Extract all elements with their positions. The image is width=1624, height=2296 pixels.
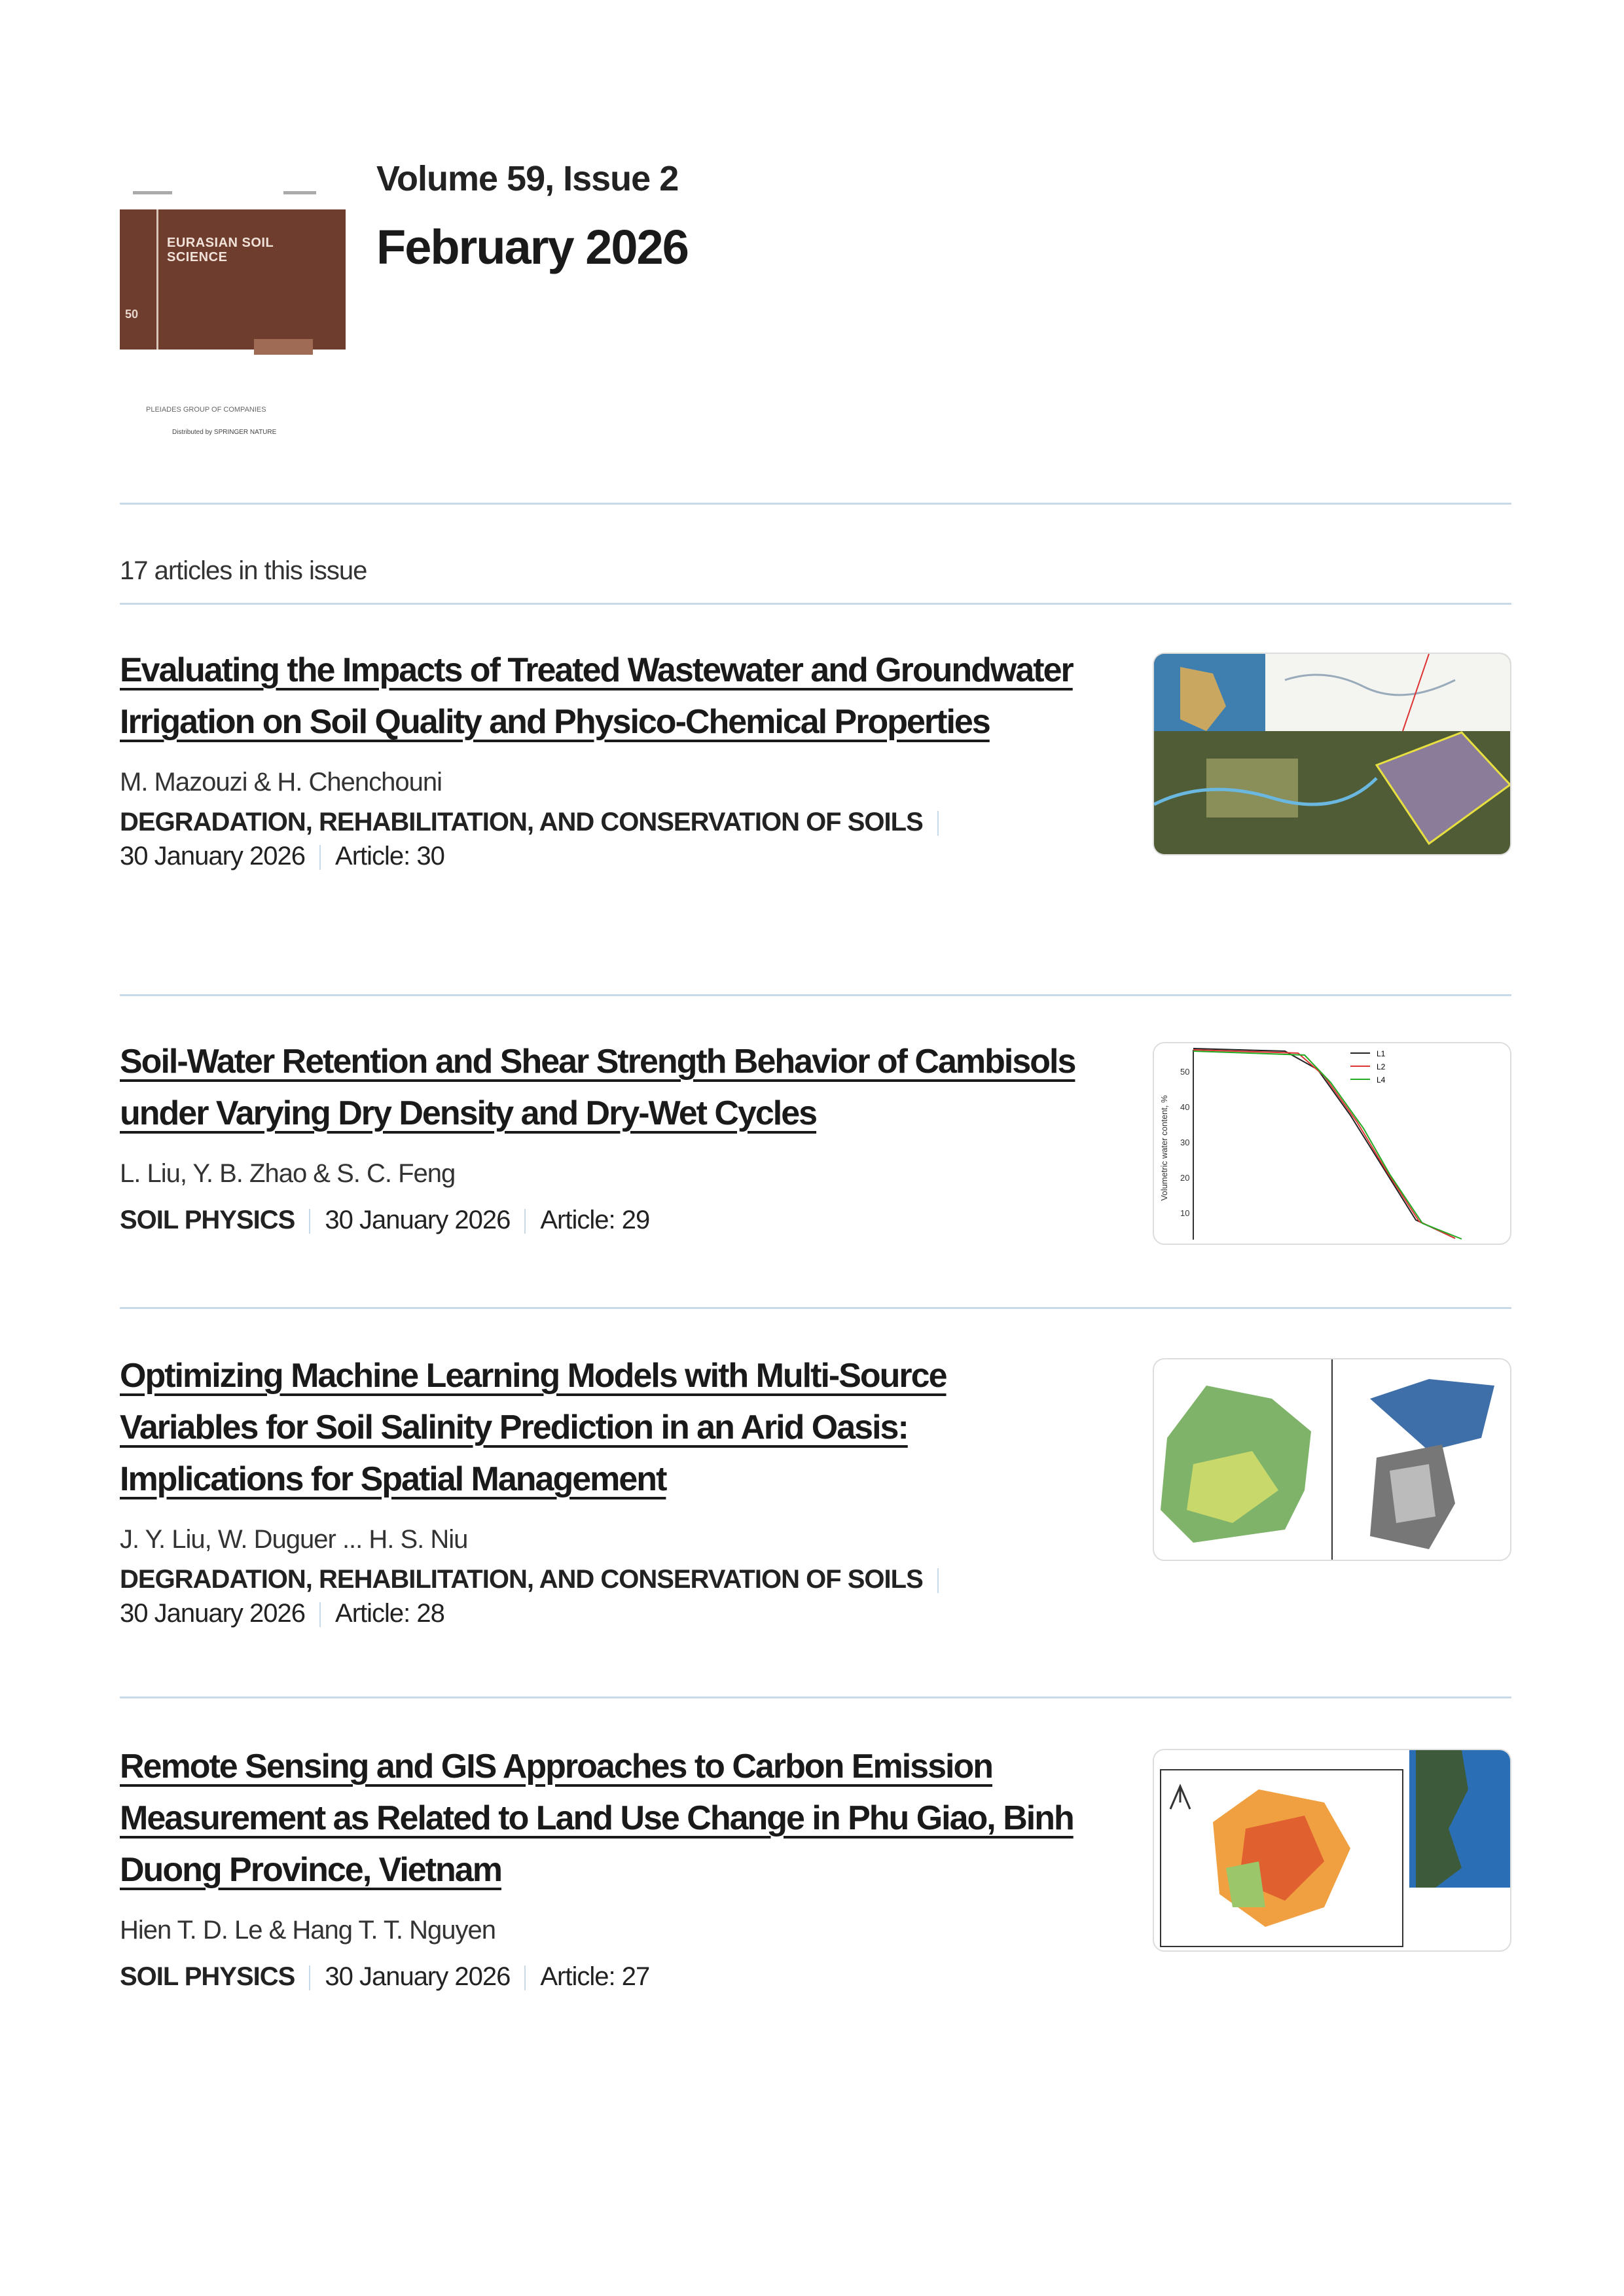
article-count: 17 articles in this issue [120, 556, 367, 585]
article-number: Article: 29 [540, 1206, 650, 1234]
article-item [120, 1350, 1511, 1630]
cover-publisher: PLEIADES GROUP OF COMPANIES [146, 406, 266, 414]
article-meta [120, 1960, 1511, 1994]
cover-journal-title: EURASIAN SOIL SCIENCE [167, 236, 274, 264]
article-title-link[interactable]: Remote Sensing and GIS Approaches to Carbon Emission Measurement as Related to Land Use Change in Phu Giao, Binh Duong Province, Vietnam [120, 1748, 1074, 1889]
svg-text:30: 30 [1180, 1138, 1190, 1147]
article-subject: DEGRADATION, REHABILITATION, AND CONSERVATION OF SOILS [120, 1565, 923, 1594]
journal-cover[interactable] [120, 177, 346, 445]
article-number: Article: 27 [540, 1962, 650, 1991]
figure-ylabel: Volumetric water content, % [1159, 1095, 1169, 1201]
article-thumbnail[interactable] [1153, 1358, 1511, 1561]
divider [120, 503, 1511, 505]
article-date: 30 January 2026 [120, 842, 306, 870]
article-date: 30 January 2026 [325, 1206, 511, 1234]
article-thumbnail[interactable] [1153, 1042, 1511, 1245]
article-item [120, 1036, 1511, 1237]
divider [120, 1696, 1511, 1698]
volume-issue: Volume 59, Issue 2 [376, 159, 679, 198]
divider [120, 1307, 1511, 1309]
issue-date: February 2026 [376, 220, 688, 274]
svg-text:40: 40 [1180, 1102, 1190, 1112]
cover-distributor: Distributed by SPRINGER NATURE [172, 429, 277, 436]
cover-image: EURASIAN SOIL SCIENCE 50 [120, 209, 346, 350]
article-thumbnail[interactable] [1153, 653, 1511, 855]
cover-header [120, 182, 346, 208]
article-meta [120, 1562, 1511, 1630]
article-number: Article: 28 [335, 1599, 444, 1628]
article-title-link[interactable]: Soil-Water Retention and Shear Strength Behavior of Cambisols under Varying Dry Density and Dry-Wet Cycles [120, 1043, 1075, 1132]
article-authors: L. Liu, Y. B. Zhao & S. C. Feng [120, 1159, 456, 1188]
svg-text:20: 20 [1180, 1173, 1190, 1183]
divider [120, 603, 1511, 605]
article-subject: DEGRADATION, REHABILITATION, AND CONSERVATION OF SOILS [120, 808, 923, 836]
svg-text:L2: L2 [1377, 1062, 1386, 1071]
article-title-link[interactable]: Optimizing Machine Learning Models with Multi-Source Variables for Soil Salinity Prediction in an Arid Oasis: Implications for Spatial Management [120, 1357, 947, 1498]
svg-text:L4: L4 [1377, 1075, 1386, 1085]
article-title-link[interactable]: Evaluating the Impacts of Treated Wastewater and Groundwater Irrigation on Soil Quality and Physico-Chemical Properties [120, 651, 1073, 741]
article-number: Article: 30 [335, 842, 444, 870]
article-item [120, 645, 1511, 873]
svg-text:50: 50 [1180, 1067, 1190, 1077]
article-item [120, 1741, 1511, 1994]
article-subject: SOIL PHYSICS [120, 1962, 295, 1991]
article-thumbnail[interactable] [1153, 1749, 1511, 1952]
article-authors: J. Y. Liu, W. Duguer ... H. S. Niu [120, 1525, 468, 1554]
article-authors: M. Mazouzi & H. Chenchouni [120, 768, 442, 797]
article-subject: SOIL PHYSICS [120, 1206, 295, 1234]
svg-text:L1: L1 [1377, 1049, 1386, 1058]
divider [120, 994, 1511, 996]
article-date: 30 January 2026 [325, 1962, 511, 1991]
article-date: 30 January 2026 [120, 1599, 306, 1628]
svg-text:10: 10 [1180, 1208, 1190, 1218]
article-authors: Hien T. D. Le & Hang T. T. Nguyen [120, 1916, 496, 1945]
